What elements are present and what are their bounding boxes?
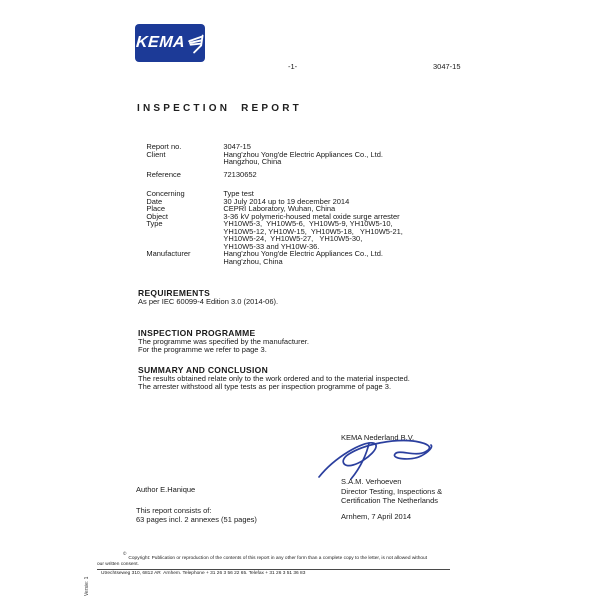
signature-place-date: Arnhem, 7 April 2014 [341,512,412,521]
requirements-body: As per IEC 60099-4 Edition 3.0 (2014-06). [138,297,279,306]
info-row-manufacturer-2 [138,250,578,274]
inspection-programme-heading: INSPECTION PROGRAMME [138,328,256,338]
info-value: Hangzhou, China [223,157,282,166]
info-value: YH10W5-12, YH10W-15, YH10W5-18, YH10W5-21, [223,226,403,236]
kema-logo [135,24,205,62]
header-report-number: 3047-15 [433,62,461,71]
info-value: Hang'zhou Yong'de Electric Appliances Co., Ltd. [223,149,383,159]
page-number: -1- [288,62,298,71]
info-label: Reference [146,170,181,179]
info-value: Hang'zhou, China [223,256,283,266]
report-consists-line-1: This report consists of: [136,506,212,515]
page-title: INSPECTION REPORT [137,103,302,114]
info-label: Manufacturer [146,249,191,258]
signatory-name: S.A.M. Verhoeven [341,477,402,486]
info-value: CEPRI Laboratory, Wuhan, China [223,204,336,213]
requirements-heading: REQUIREMENTS [138,288,211,298]
signature-company: KEMA Nederland B.V. [341,433,415,442]
info-value: 3-36 kV polymeric-housed metal oxide surge arrester [223,211,400,221]
info-value: Hang'zhou Yong'de Electric Appliances Co., Ltd. [223,249,383,258]
report-consists-line-2: 63 pages incl. 2 annexes (51 pages) [136,515,257,524]
footer-divider [97,569,450,570]
info-label: Type [146,219,163,228]
kema-mark-icon [187,32,204,56]
info-value: Type test [223,189,254,198]
info-label: Client [146,149,166,159]
copyright-icon: © [123,551,127,556]
footer-copyright-line-2: our written consent. [97,562,139,567]
info-value: 30 July 2014 up to 19 december 2014 [223,196,350,206]
info-label: Date [146,196,163,206]
author-line: Author E.Hanique [136,485,196,494]
footer-copyright-text: Copyright: Publication or reproduction of the contents of this report in any other form than a complete copy to the letter, is not allowed without [128,556,428,561]
footer-address: Utrechtseweg 310, 6812 AR Arnhem. Telephone + 31 26 3 56 22 65. Telefax + 31 26 3 51 36 83 [101,571,306,576]
version-label: Versie: 1 [84,576,90,596]
summary-line-1: The results obtained relate only to the work ordered and to the material inspected. [138,374,410,383]
info-value: YH10W5-24, YH10W5-27, YH10W5-30, [223,234,363,243]
kema-logo-text: KEMA [135,34,186,51]
info-value: YH10W5-33 and YH10W-36. [223,241,320,251]
info-label: Concerning [146,189,185,198]
inspection-programme-line-1: The programme was specified by the manufacturer. [138,337,309,346]
info-label: Place [146,204,166,213]
signatory-role-line-1: Director Testing, Inspections & [341,487,443,496]
summary-heading: SUMMARY AND CONCLUSION [138,365,269,375]
summary-line-2: The arrester withstood all type tests as per inspection programme of page 3. [138,381,392,391]
inspection-programme-line-2: For the programme we refer to page 3. [138,344,267,354]
info-label: Object [146,211,169,221]
info-value: YH10W5-3, YH10W5-6, YH10W5-9, YH10W5-10, [223,219,393,228]
info-value: 3047-15 [223,142,251,151]
info-label: Report no. [146,142,182,151]
signature-scribble [313,437,441,481]
footer-copyright-line-1 [123,551,468,561]
signatory-role-line-2: Certification The Netherlands [341,496,438,505]
info-value: 72130652 [223,170,257,179]
